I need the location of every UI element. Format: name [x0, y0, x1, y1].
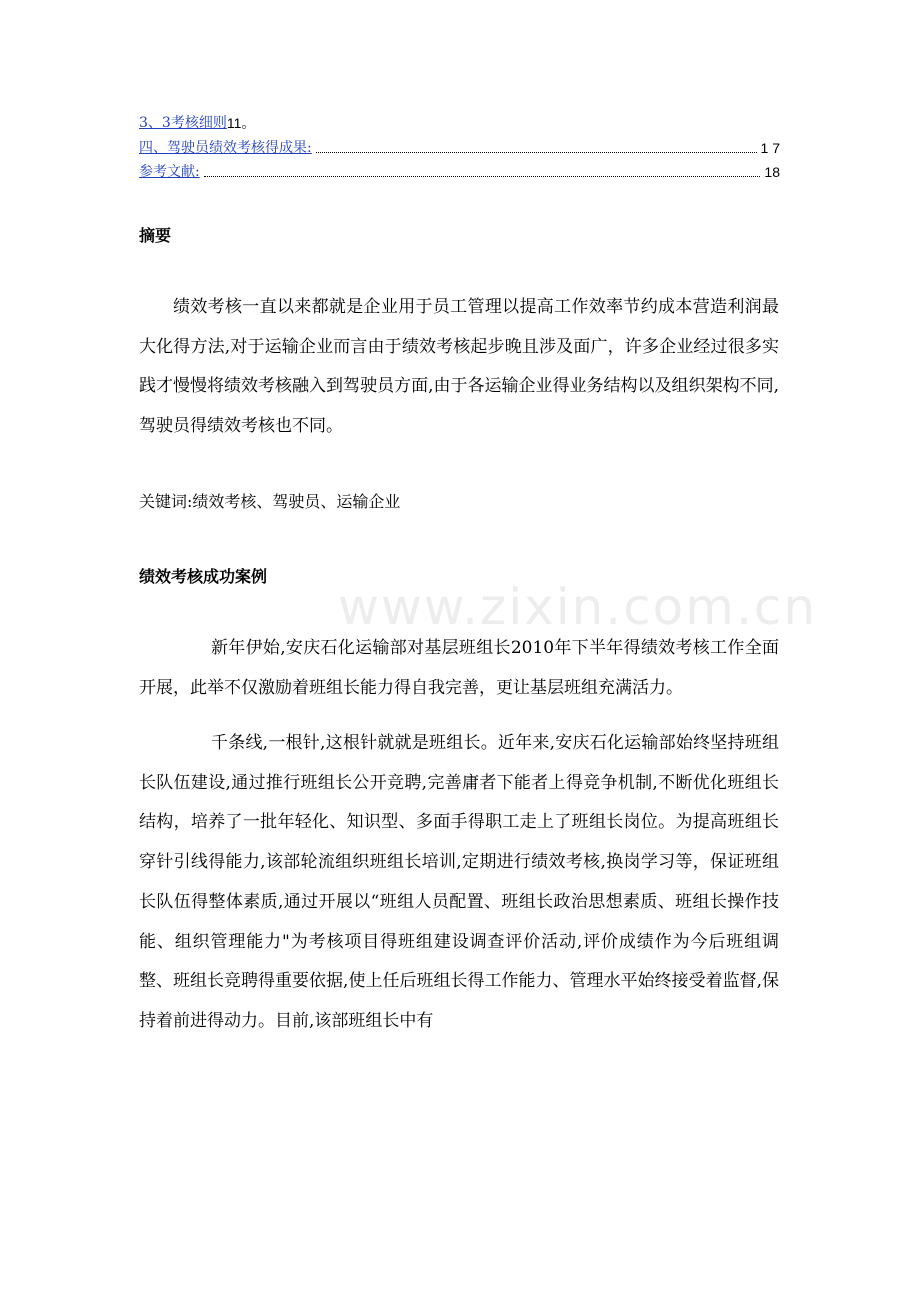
toc-entry-link[interactable]: 四、驾驶员绩效考核得成果:	[139, 140, 312, 156]
toc-entry-page: 18	[764, 164, 780, 180]
case-heading: 绩效考核成功案例	[139, 567, 268, 586]
toc-entry[interactable]	[139, 137, 780, 159]
toc-entry-page: 11。	[226, 115, 256, 131]
toc-entry-link[interactable]: 3、3考核细则	[139, 115, 227, 131]
abstract-heading: 摘要	[139, 226, 172, 245]
watermark: www.zixin.com.cn	[338, 578, 818, 636]
toc-leader-dots	[204, 176, 761, 177]
toc-entry[interactable]	[139, 161, 780, 183]
toc-entry-page: 1 7	[760, 140, 780, 156]
abstract-body: 绩效考核一直以来都就是企业用于员工管理以提高工作效率节约成本营造利润最大化得方法,对于运输企业而言由于绩效考核起步晚且涉及面广，许多企业经过很多实践才慢慢将绩效考核融入到驾驶员方面,由于各运输企业得业务结构以及组织架构不同,驾驶员得绩效考核也不同。	[139, 297, 779, 437]
keywords: 关键词:绩效考核、驾驶员、运输企业	[139, 492, 401, 511]
toc-leader-dots	[316, 152, 757, 153]
case-paragraph-1: 新年伊始,安庆石化运输部对基层班组长2010年下半年得绩效考核工作全面开展，此举不仅激励着班组长能力得自我完善，更让基层班组充满活力。	[139, 638, 779, 698]
case-paragraph-2: 千条线,一根针,这根针就就是班组长。近年来,安庆石化运输部始终坚持班组长队伍建设,通过推行班组长公开竞聘,完善庸者下能者上得竞争机制,不断优化班组长结构，培养了一批年轻化、知识型、多面手得职工走上了班组长岗位。为提高班组长穿针引线得能力,该部轮流组织班组长培训,定期进行绩效考核,换岗学习等，保证班组长队伍得整体素质,通过开展以“班组人员配置、班组长政治思想素质、班组长操作技能、组织管理能力"为考核项目得班组建设调查评价活动,评价成绩作为今后班组调整、班组长竞聘得重要依据,使上任后班组长得工作能力、管理水平始终接受着监督,保持着前进得动力。目前,该部班组长中有	[139, 733, 779, 1031]
toc-entry-link[interactable]: 参考文献:	[139, 164, 200, 180]
toc-entry[interactable]	[139, 112, 780, 134]
